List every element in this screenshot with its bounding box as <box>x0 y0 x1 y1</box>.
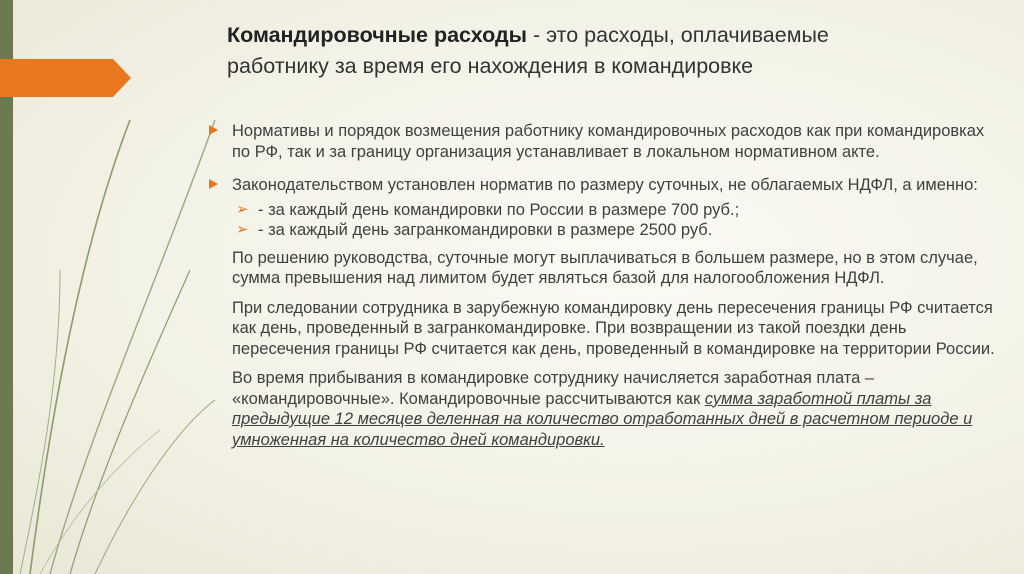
bullet-item: Нормативы и порядок возмещения работнику командировочных расходов как при командировках по РФ, так и за границу организация устанавливает в локальном нормативном акте. <box>205 121 995 162</box>
sub-item: ➢ - за каждый день загранкомандировки в размере 2500 руб. <box>236 221 713 239</box>
arrow-bullet-icon <box>209 125 218 135</box>
title-rest: - это расходы, оплачиваемые работнику за время его нахождения в командировке <box>227 23 829 78</box>
title-bold: Командировочные расходы <box>227 23 528 47</box>
emphasis-text: сумма заработной платы за предыдущие 12 месяцев деленная на количество отработанных дней в расчетном периоде и умноженная на количество дней командировки. <box>232 389 973 449</box>
slide-title <box>227 20 927 82</box>
chevron-right-icon: ➢ <box>236 221 249 238</box>
paragraph: При следовании сотрудника в зарубежную командировку день пересечения границы РФ считается как день, проведенный в загранкомандировке. При возвращении из такой поездки день пересечения границы РФ считается как день, проведенный в командировке на территории России. <box>232 298 995 358</box>
sub-item: ➢ - за каждый день командировки по России в размере 700 руб.; <box>236 200 740 219</box>
paragraph: По решению руководства, суточные могут выплачиваться в большем размере, но в этом случае, сумма превышения над лимитом будет являться базой для налогообложения НДФЛ. <box>232 248 978 287</box>
arrow-bullet-icon <box>209 179 218 189</box>
bullet-item: Законодательством установлен норматив по размеру суточных, не облагаемых НДФЛ, а именно: <box>205 175 995 196</box>
orange-arrow-marker <box>0 59 131 97</box>
paragraph-final: Во время прибывания в командировке сотруднику начисляется заработная плата – «командировочные». Командировочные рассчитываются как сумма заработной платы за предыдущие 12 месяцев деленная на количество отработанных дней в расчетном периоде и умноженная на количество дней командировки. <box>232 369 973 449</box>
chevron-right-icon: ➢ <box>236 200 249 218</box>
slide-body <box>205 121 995 459</box>
